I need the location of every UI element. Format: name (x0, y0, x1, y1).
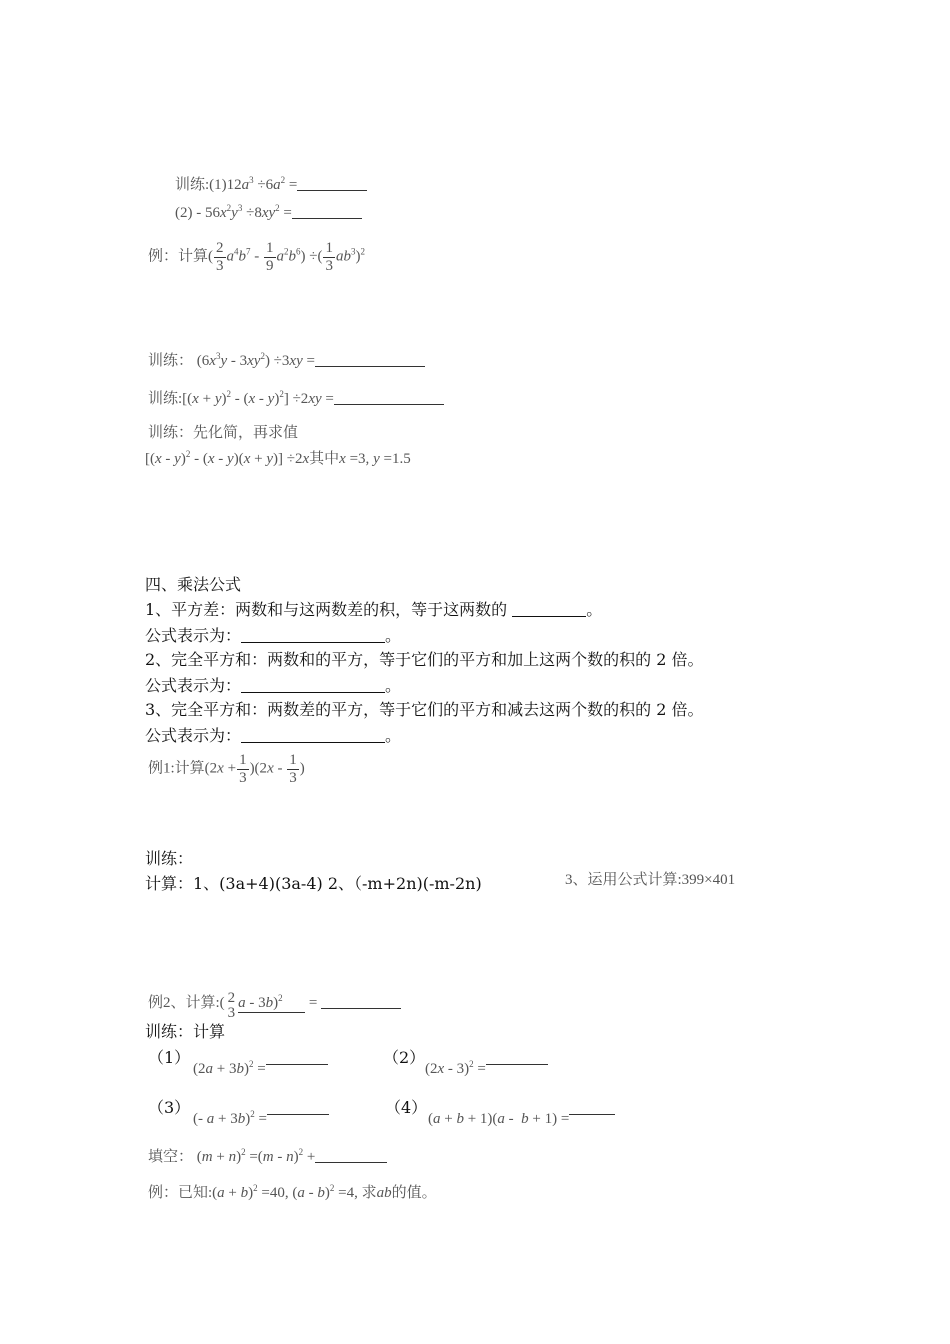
training6-n1: （1） (148, 1048, 191, 1067)
formula-line-2 (145, 678, 401, 694)
section4-item1 (145, 602, 602, 618)
training6-label: 训练：计算 (145, 1022, 226, 1041)
example1: 例：计算( $\frac{2}{3}$ $a^4b^7$ - $\frac{1}{9}$ $a^2b^6$) ÷( $\frac{1}{3}$ $ab^3)^2$ (148, 240, 365, 274)
period: 。 (385, 726, 402, 745)
value-4: =4, (338, 1185, 358, 1201)
training1-q2-num: (2) - (175, 205, 202, 221)
section4-item2: 2、完全平方和：两数和的平方，等于它们的平方和加上这两个数的积的 2 倍。 (145, 650, 704, 669)
training1-q1-num: (1) (209, 177, 227, 193)
training1-label: 训练: (175, 177, 210, 193)
section4-example1: 例1:计算(2x + $\frac{1}{3}$ )(2x - $\frac{1}{3}$ ) (148, 752, 305, 786)
training5-calc: 计算：1、(3a+4)(3a-4) 2、（-m+2n)(-m-2n) (145, 874, 482, 893)
period: 。 (385, 626, 402, 645)
answer-blank (241, 691, 385, 693)
suffix-text: 的值。 (391, 1185, 437, 1201)
q2-div: ÷8 (246, 205, 262, 221)
section4-item3: 3、完全平方和：两数差的平方，等于它们的平方和减去这两个数的积的 2 倍。 (145, 700, 704, 719)
formula-line-1 (145, 628, 401, 644)
example1-label: 例：计算( (148, 248, 213, 265)
fraction: $\frac{2}{3}$ (216, 240, 224, 274)
answer-blank (321, 1007, 401, 1009)
fraction: 2 3 (227, 990, 236, 1021)
fraction: $\frac{1}{3}$ (289, 752, 297, 786)
training6-n4: （4） (385, 1098, 428, 1117)
answer-blank (486, 1063, 548, 1065)
training6-n3: （3） (148, 1098, 191, 1117)
training6-q4: (a + b + 1)(a - b + 1) = (428, 1112, 615, 1127)
equals: = (308, 994, 318, 1011)
training5-item3: 3、运用公式计算:399×401 (565, 872, 736, 888)
fraction: $\frac{1}{3}$ (325, 240, 333, 274)
q1-div: ÷6 (257, 177, 274, 193)
answer-blank (292, 217, 362, 219)
example3: 例：已知:(a + b)$^2$ =40, (a - b)$^2$ =4, 求ab的值。 (148, 1183, 437, 1201)
fill-label: 填空： (148, 1149, 194, 1165)
period: 。 (385, 676, 402, 695)
formula-label: 公式表示为： (145, 626, 242, 645)
answer-blank (512, 615, 586, 617)
answer-blank (267, 1113, 329, 1115)
training4-label: 训练：先化简，再求值 (148, 425, 299, 441)
formula-line-3 (145, 728, 401, 744)
training2-label: 训练： (148, 353, 194, 369)
training2: 训练： $(6x^3y - 3xy^2) \div 3xy$ = (148, 354, 425, 369)
item1-text: 1、平方差：两数和与这两数差的积，等于这两数的 (145, 600, 508, 619)
value-40: =40, (261, 1185, 289, 1201)
answer-blank (241, 641, 385, 643)
answer-blank (297, 189, 367, 191)
formula-label: 公式表示为： (145, 676, 242, 695)
q1-coef: 12 (226, 177, 242, 193)
training5-label: 训练： (145, 849, 194, 868)
answer-blank (334, 403, 444, 405)
answer-blank (315, 1161, 387, 1163)
training3-label: 训练: (148, 391, 183, 407)
answer-blank (241, 741, 385, 743)
example3-label: 例：已知: (148, 1185, 213, 1201)
fill-in: 填空： $(m + n)^2 =(m - n)^2$ + (148, 1150, 387, 1165)
training3: 训练:[(x + y)$^2$ - (x - y)$^2$] ÷2xy = (148, 392, 444, 407)
period: 。 (586, 600, 603, 619)
q2-coef: 56 (205, 205, 220, 221)
fraction: $\frac{1}{3}$ (239, 752, 247, 786)
example2-label: 例2、计算: (148, 994, 220, 1011)
y-value: =1.5 (383, 451, 411, 467)
fraction: $\frac{1}{9}$ (266, 240, 274, 274)
training6-q2: (2x - 3)$^2$ = (425, 1062, 548, 1077)
answer-blank (266, 1063, 328, 1065)
training1-q2: $(2) - 56x^2y^3 \div 8xy^2$ = (175, 206, 362, 221)
where-text: 其中 (309, 451, 340, 467)
training6-n2: （2） (383, 1048, 426, 1067)
example2: 例2、计算:( 2 3 a - 3b)$^2$ = (148, 988, 401, 1019)
training1-q1: 训练$:(1)12a^3 \div 6a^2$ = (175, 178, 367, 193)
training4-expr: [(x - y)$^2$ - (x - y)(x + y)] ÷2x其中x =3, y =1.5 (145, 449, 411, 467)
formula-label: 公式表示为： (145, 726, 242, 745)
answer-blank (315, 365, 425, 367)
ask-text: 求 (361, 1185, 377, 1201)
ab-var: ab (376, 1185, 392, 1201)
x-value: =3, (349, 451, 370, 467)
section4-title: 四、乘法公式 (145, 575, 242, 594)
answer-blank (569, 1113, 615, 1115)
example1-label: 例1:计算 (148, 760, 205, 777)
training6-q1: $(2a + 3b)^2$ = (193, 1062, 328, 1077)
training6-q3: (- a + 3b)$^2$ = (193, 1112, 329, 1127)
